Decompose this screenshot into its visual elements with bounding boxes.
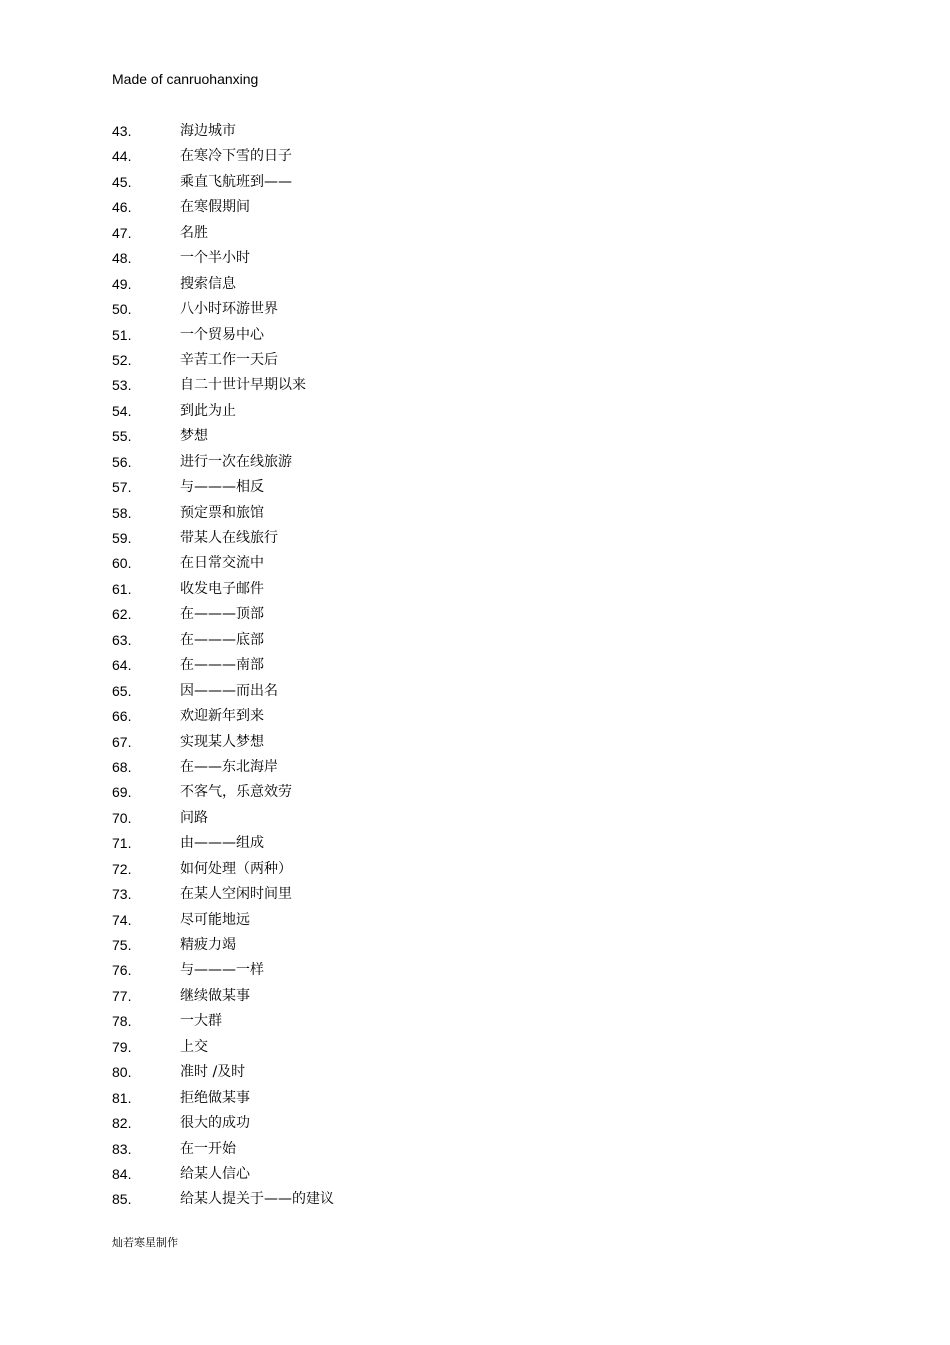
- item-number: 50.: [112, 301, 132, 318]
- list-item: [112, 297, 812, 322]
- item-number: 76.: [112, 962, 132, 979]
- item-number: 54.: [112, 402, 132, 419]
- item-text: 继续做某事: [180, 987, 250, 1004]
- item-text: 因———而出名: [180, 682, 278, 699]
- page-footer: 灿若寒星制作: [112, 1236, 178, 1249]
- item-number: 45.: [112, 173, 132, 190]
- item-text: 在一开始: [180, 1140, 236, 1157]
- item-number: 71.: [112, 835, 132, 852]
- list-item: [112, 984, 812, 1009]
- item-text: 梦想: [180, 428, 208, 445]
- item-text: 海边城市: [180, 123, 236, 139]
- list-item: [112, 1035, 812, 1060]
- list-item: [112, 348, 812, 373]
- phrase-list: [112, 119, 812, 1213]
- item-text: 实现某人梦想: [180, 733, 264, 750]
- page-header: Made of canruohanxing: [112, 71, 259, 87]
- item-number: 79.: [112, 1038, 132, 1055]
- item-number: 56.: [112, 453, 132, 470]
- item-number: 73.: [112, 886, 132, 903]
- item-text: 在寒假期间: [180, 199, 250, 216]
- list-item: [112, 628, 812, 653]
- list-item: [112, 653, 812, 678]
- item-number: 52.: [112, 351, 132, 368]
- list-item: [112, 170, 812, 195]
- item-text: 与———相反: [180, 479, 264, 496]
- item-number: 51.: [112, 326, 132, 343]
- list-item: [112, 272, 812, 297]
- item-number: 68.: [112, 758, 132, 775]
- item-number: 49.: [112, 275, 132, 292]
- item-number: 48.: [112, 250, 132, 267]
- list-item: [112, 679, 812, 704]
- list-item: [112, 526, 812, 551]
- list-item: [112, 475, 812, 500]
- list-item: [112, 933, 812, 958]
- list-item: [112, 602, 812, 627]
- item-text: 精疲力竭: [180, 937, 236, 953]
- item-number: 58.: [112, 504, 132, 521]
- list-item: [112, 831, 812, 856]
- item-text: 自二十世计早期以来: [180, 377, 306, 394]
- item-number: 85.: [112, 1191, 132, 1208]
- item-number: 69.: [112, 784, 132, 801]
- item-text: 很大的成功: [180, 1115, 250, 1132]
- item-text: 尽可能地远: [180, 911, 250, 928]
- list-item: [112, 195, 812, 220]
- list-item: [112, 704, 812, 729]
- list-item: [112, 450, 812, 475]
- list-item: [112, 144, 812, 169]
- item-text: 一个半小时: [180, 250, 250, 267]
- list-item: [112, 373, 812, 398]
- list-item: [112, 958, 812, 983]
- list-item: [112, 1162, 812, 1187]
- item-number: 60.: [112, 555, 132, 572]
- item-text: 八小时环游世界: [180, 301, 278, 318]
- item-text: 在———底部: [180, 631, 264, 648]
- list-item: [112, 755, 812, 780]
- item-text: 与———一样: [180, 962, 264, 979]
- list-item: [112, 882, 812, 907]
- list-item: [112, 246, 812, 271]
- item-number: 66.: [112, 708, 132, 725]
- item-text: 给某人提关于——的建议: [180, 1191, 334, 1208]
- item-number: 67.: [112, 733, 132, 750]
- list-item: [112, 1060, 812, 1085]
- item-text: 在———顶部: [180, 606, 264, 623]
- item-text: 上交: [180, 1038, 208, 1055]
- item-text: 辛苦工作一天后: [180, 351, 278, 368]
- item-number: 65.: [112, 682, 132, 699]
- list-item: [112, 780, 812, 805]
- item-number: 47.: [112, 224, 132, 241]
- item-number: 59.: [112, 530, 132, 546]
- item-number: 63.: [112, 631, 132, 648]
- item-text: 不客气，乐意效劳: [180, 784, 292, 801]
- item-text: 在寒冷下雪的日子: [180, 148, 292, 165]
- list-item: [112, 399, 812, 424]
- item-number: 55.: [112, 428, 132, 445]
- list-item: [112, 1111, 812, 1136]
- item-text: 由———组成: [180, 835, 264, 852]
- item-number: 81.: [112, 1089, 132, 1106]
- list-item: [112, 221, 812, 246]
- item-text: 搜索信息: [180, 275, 236, 292]
- item-text: 带某人在线旅行: [180, 530, 278, 546]
- item-number: 64.: [112, 657, 132, 674]
- list-item: [112, 1009, 812, 1034]
- item-text: 拒绝做某事: [180, 1089, 250, 1106]
- item-text: 乘直飞航班到——: [180, 173, 292, 190]
- list-item: [112, 730, 812, 755]
- item-text: 预定票和旅馆: [180, 504, 264, 521]
- list-item: [112, 857, 812, 882]
- item-text: 在某人空闲时间里: [180, 886, 292, 903]
- list-item: [112, 806, 812, 831]
- item-number: 74.: [112, 911, 132, 928]
- item-number: 43.: [112, 123, 132, 139]
- list-item: [112, 119, 812, 144]
- item-number: 53.: [112, 377, 132, 394]
- list-item: [112, 424, 812, 449]
- item-text: 到此为止: [180, 402, 236, 419]
- item-number: 82.: [112, 1115, 132, 1132]
- list-item: [112, 908, 812, 933]
- item-text: 一个贸易中心: [180, 326, 264, 343]
- item-number: 84.: [112, 1165, 132, 1182]
- item-number: 77.: [112, 987, 132, 1004]
- item-text: 准时 /及时: [180, 1064, 246, 1081]
- item-number: 78.: [112, 1013, 132, 1030]
- item-number: 62.: [112, 606, 132, 623]
- item-number: 75.: [112, 937, 132, 953]
- list-item: [112, 577, 812, 602]
- item-text: 在———南部: [180, 657, 264, 674]
- item-text: 欢迎新年到来: [180, 708, 264, 725]
- item-text: 在——东北海岸: [180, 758, 278, 775]
- list-item: [112, 551, 812, 576]
- item-number: 46.: [112, 199, 132, 216]
- item-number: 83.: [112, 1140, 132, 1157]
- item-text: 进行一次在线旅游: [180, 453, 292, 470]
- item-text: 问路: [180, 809, 208, 826]
- item-text: 如何处理（两种）: [180, 860, 292, 877]
- item-number: 57.: [112, 479, 132, 496]
- list-item: [112, 1187, 812, 1212]
- item-text: 在日常交流中: [180, 555, 264, 572]
- list-item: [112, 1086, 812, 1111]
- item-number: 72.: [112, 860, 132, 877]
- list-item: [112, 323, 812, 348]
- item-number: 80.: [112, 1064, 132, 1081]
- item-number: 70.: [112, 809, 132, 826]
- list-item: [112, 1137, 812, 1162]
- item-text: 一大群: [180, 1013, 222, 1030]
- item-text: 收发电子邮件: [180, 580, 264, 597]
- item-text: 名胜: [180, 224, 208, 241]
- item-number: 61.: [112, 580, 132, 597]
- item-text: 给某人信心: [180, 1165, 250, 1182]
- item-number: 44.: [112, 148, 132, 165]
- list-item: [112, 501, 812, 526]
